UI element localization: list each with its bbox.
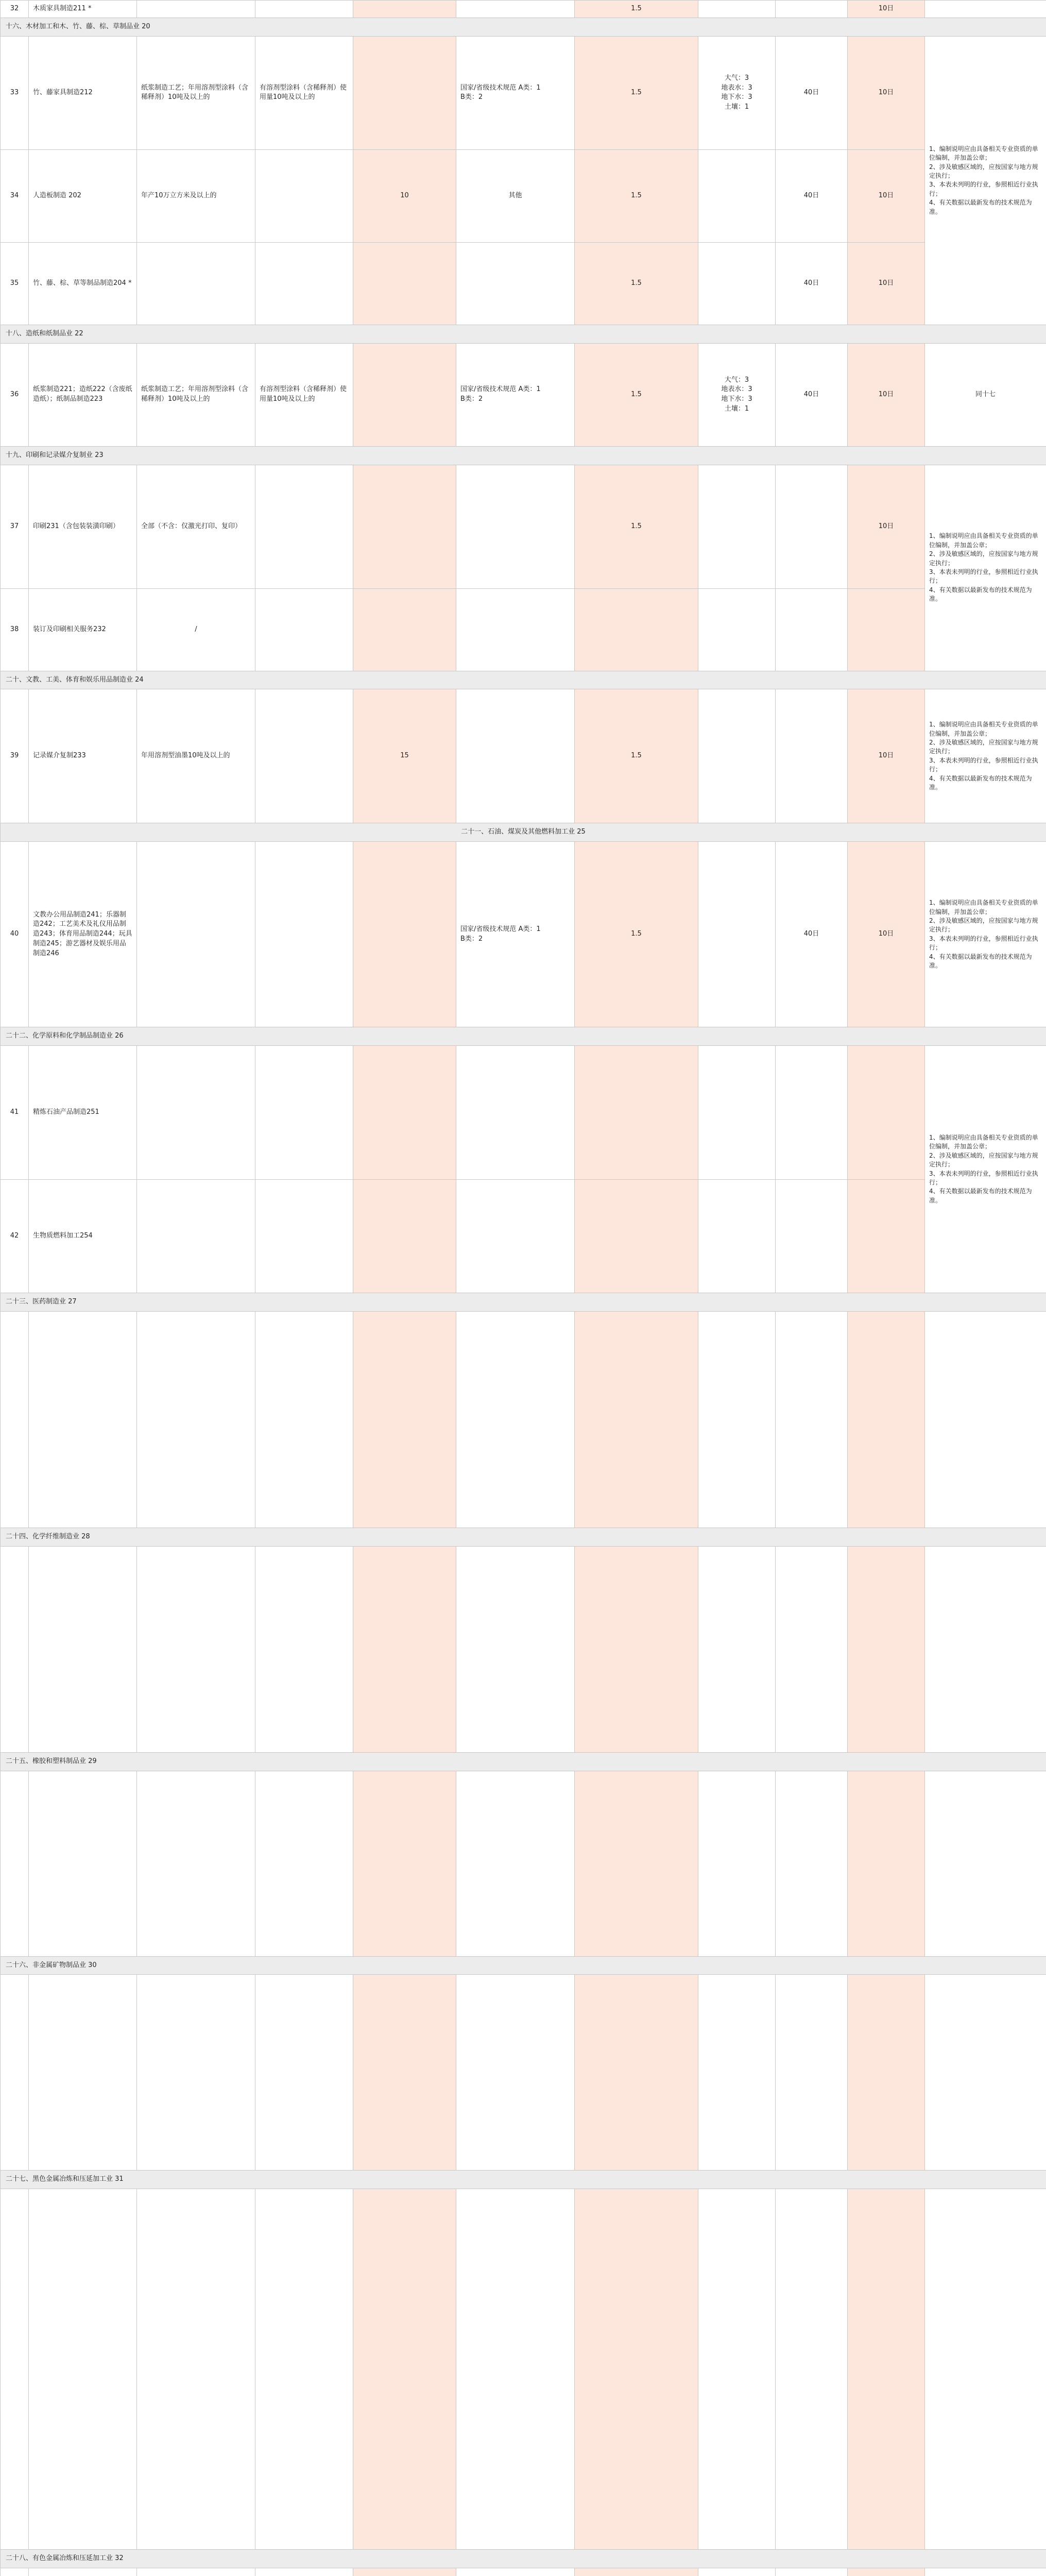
grade-a: 1.5 — [575, 242, 698, 325]
coefficient — [776, 588, 848, 671]
table-row-spacer — [1, 2189, 1046, 2550]
coefficient — [776, 1, 848, 18]
table-row — [1, 242, 1046, 325]
limit-value: 10 — [353, 149, 456, 242]
coefficient — [776, 1046, 848, 1180]
table-row — [1, 588, 1046, 671]
grade-b — [698, 1, 776, 18]
industry-name: 装订及印刷相关服务232 — [29, 588, 137, 671]
grade-b: 大气：3 地表水：3 地下水：3 土壤：1 — [698, 36, 776, 149]
remark: 10日 — [848, 36, 925, 149]
grade-standard — [456, 689, 575, 823]
section-header — [1, 1528, 1046, 1546]
measure: 1、编制说明应由具备相关专业资质的单位编制，并加盖公章； 2、涉及敏感区域的，应按国家与地方规定执行； 3、本表未列明的行业，参照相近行业执行； 4、有关数据以最新发布的技术规范为准。 — [925, 689, 1046, 823]
grade-b — [698, 842, 776, 1027]
row-index: 42 — [1, 1180, 29, 1293]
row-index: 35 — [1, 242, 29, 325]
coefficient: 40日 — [776, 842, 848, 1027]
eia-type — [255, 1180, 353, 1293]
section-title: 二十二、化学原料和化学制品制造业 26 — [1, 1027, 1046, 1046]
grade-a: 1.5 — [575, 689, 698, 823]
table-row-spacer — [1, 1975, 1046, 2171]
table-row — [1, 842, 1046, 1027]
management-category — [137, 1046, 255, 1180]
industry-name: 竹、藤家具制造212 — [29, 36, 137, 149]
eia-type — [255, 588, 353, 671]
measure: 1、编制说明应由具备相关专业资质的单位编制，并加盖公章； 2、涉及敏感区域的，应按国家与地方规定执行； 3、本表未列明的行业，参照相近行业执行； 4、有关数据以最新发布的技术规范为准。 — [925, 465, 1046, 671]
section-title: 二十六、非金属矿物制品业 30 — [1, 1956, 1046, 1975]
limit-value — [353, 842, 456, 1027]
industry-name: 印刷231（含包装装潢印刷） — [29, 465, 137, 588]
remark: 10日 — [848, 1, 925, 18]
measure — [925, 1, 1046, 18]
section-header — [1, 1752, 1046, 1771]
industry-name: 文教办公用品制造241；乐器制造242；工艺美术及礼仪用品制造243；体育用品制造244；玩具制造245；游艺器材及娱乐用品制造246 — [29, 842, 137, 1027]
table-row — [1, 343, 1046, 446]
section-header — [1, 1293, 1046, 1312]
section-title: 二十四、化学纤维制造业 28 — [1, 1528, 1046, 1546]
eia-type: 有溶剂型涂料（含稀释剂）使用量10吨及以上的 — [255, 343, 353, 446]
eia-type — [255, 1046, 353, 1180]
grade-a: 1.5 — [575, 343, 698, 446]
row-index: 39 — [1, 689, 29, 823]
table-row — [1, 1, 1046, 18]
remark: 10日 — [848, 689, 925, 823]
limit-value — [353, 343, 456, 446]
row-index: 41 — [1, 1046, 29, 1180]
limit-value — [353, 1180, 456, 1293]
section-header — [1, 446, 1046, 465]
grade-standard — [456, 465, 575, 588]
table-row — [1, 36, 1046, 149]
section-title: 二十、文教、工美、体育和娱乐用品制造业 24 — [1, 671, 1046, 689]
grade-a: 1.5 — [575, 36, 698, 149]
grade-b — [698, 1180, 776, 1293]
grade-standard — [456, 1046, 575, 1180]
grade-a: 1.5 — [575, 465, 698, 588]
section-title: 十六、木材加工和木、竹、藤、棕、草制品业 20 — [1, 18, 1046, 37]
grade-a — [575, 588, 698, 671]
eia-type: 有溶剂型涂料（含稀释剂）使用量10吨及以上的 — [255, 36, 353, 149]
section-title: 二十一、石油、煤炭及其他燃料加工业 25 — [1, 823, 1046, 842]
remark: 10日 — [848, 465, 925, 588]
industry-name: 竹、藤、棕、草等制品制造204 * — [29, 242, 137, 325]
grade-b — [698, 588, 776, 671]
management-category — [137, 1, 255, 18]
coefficient — [776, 689, 848, 823]
grade-b — [698, 149, 776, 242]
limit-value — [353, 1046, 456, 1180]
limit-value — [353, 1, 456, 18]
coefficient — [776, 1180, 848, 1293]
grade-b — [698, 689, 776, 823]
table-row — [1, 149, 1046, 242]
management-category: 全部（不含：仅激光打印、复印） — [137, 465, 255, 588]
industry-name: 精炼石油产品制造251 — [29, 1046, 137, 1180]
section-header — [1, 1956, 1046, 1975]
table-row-spacer — [1, 1311, 1046, 1528]
eia-type — [255, 465, 353, 588]
coefficient: 40日 — [776, 343, 848, 446]
grade-b: 大气：3 地表水：3 地下水：3 土壤：1 — [698, 343, 776, 446]
grade-a: 1.5 — [575, 1, 698, 18]
row-index: 40 — [1, 842, 29, 1027]
section-header — [1, 1027, 1046, 1046]
coefficient: 40日 — [776, 36, 848, 149]
eia-type — [255, 1, 353, 18]
management-category: 纸浆制造工艺；年用溶剂型涂料（含稀释剂）10吨及以上的 — [137, 343, 255, 446]
industry-name: 纸浆制造221；造纸222（含废纸造纸）；纸制品制造223 — [29, 343, 137, 446]
table-row-spacer — [1, 1546, 1046, 1752]
eia-type — [255, 689, 353, 823]
grade-a — [575, 1180, 698, 1293]
industry-name: 人造板制造 202 — [29, 149, 137, 242]
table-row — [1, 465, 1046, 588]
grade-standard: 国家/省级技术规范 A类：1 B类：2 — [456, 343, 575, 446]
row-index: 32 — [1, 1, 29, 18]
section-header — [1, 671, 1046, 689]
section-header — [1, 2550, 1046, 2568]
section-header — [1, 325, 1046, 343]
industry-name: 记录媒介复制233 — [29, 689, 137, 823]
section-title: 二十七、黑色金属冶炼和压延加工业 31 — [1, 2171, 1046, 2189]
management-category: 年用溶剂型油墨10吨及以上的 — [137, 689, 255, 823]
measure: 1、编制说明应由具备相关专业资质的单位编制，并加盖公章； 2、涉及敏感区域的，应按国家与地方规定执行； 3、本表未列明的行业，参照相近行业执行； 4、有关数据以最新发布的技术规范为准。 — [925, 36, 1046, 325]
table-row-spacer — [1, 1771, 1046, 1956]
row-index: 37 — [1, 465, 29, 588]
grade-standard: 其他 — [456, 149, 575, 242]
management-category: / — [137, 588, 255, 671]
grade-a — [575, 1046, 698, 1180]
measure: 1、编制说明应由具备相关专业资质的单位编制，并加盖公章； 2、涉及敏感区域的，应按国家与地方规定执行； 3、本表未列明的行业，参照相近行业执行； 4、有关数据以最新发布的技术规范为准。 — [925, 842, 1046, 1027]
coefficient: 40日 — [776, 242, 848, 325]
management-category — [137, 842, 255, 1027]
management-category: 纸浆制造工艺；年用溶剂型涂料（含稀释剂）10吨及以上的 — [137, 36, 255, 149]
eia-type — [255, 149, 353, 242]
section-header — [1, 823, 1046, 842]
limit-value — [353, 465, 456, 588]
grade-standard — [456, 1, 575, 18]
management-category: 年产10万立方米及以上的 — [137, 149, 255, 242]
grade-b — [698, 242, 776, 325]
grade-standard — [456, 588, 575, 671]
grade-standard — [456, 1180, 575, 1293]
industry-name: 生物质燃料加工254 — [29, 1180, 137, 1293]
section-title: 二十三、医药制造业 27 — [1, 1293, 1046, 1312]
grade-a: 1.5 — [575, 842, 698, 1027]
remark — [848, 1046, 925, 1180]
limit-value — [353, 588, 456, 671]
coefficient: 40日 — [776, 149, 848, 242]
table-row — [1, 689, 1046, 823]
grade-standard: 国家/省级技术规范 A类：1 B类：2 — [456, 36, 575, 149]
limit-value — [353, 242, 456, 325]
management-category — [137, 1180, 255, 1293]
row-index: 33 — [1, 36, 29, 149]
eia-type — [255, 842, 353, 1027]
section-title: 二十五、橡胶和塑料制品业 29 — [1, 1752, 1046, 1771]
measure: 1、编制说明应由具备相关专业资质的单位编制，并加盖公章； 2、涉及敏感区域的，应按国家与地方规定执行； 3、本表未列明的行业，参照相近行业执行； 4、有关数据以最新发布的技术规范为准。 — [925, 1046, 1046, 1293]
grade-b — [698, 465, 776, 588]
limit-value — [353, 36, 456, 149]
grade-standard — [456, 242, 575, 325]
grade-b — [698, 1046, 776, 1180]
remark — [848, 588, 925, 671]
section-title: 二十八、有色金属冶炼和压延加工业 32 — [1, 2550, 1046, 2568]
industry-name: 木质家具制造211 * — [29, 1, 137, 18]
management-category — [137, 242, 255, 325]
remark — [848, 1180, 925, 1293]
row-index: 38 — [1, 588, 29, 671]
remark: 10日 — [848, 842, 925, 1027]
limit-value: 15 — [353, 689, 456, 823]
coefficient — [776, 465, 848, 588]
grade-a: 1.5 — [575, 149, 698, 242]
remark: 10日 — [848, 343, 925, 446]
measure: 同十七 — [925, 343, 1046, 446]
section-header — [1, 18, 1046, 37]
section-title: 十九、印刷和记录媒介复制业 23 — [1, 446, 1046, 465]
row-index: 34 — [1, 149, 29, 242]
row-index: 36 — [1, 343, 29, 446]
table-row — [1, 1180, 1046, 1293]
eia-type — [255, 242, 353, 325]
remark: 10日 — [848, 242, 925, 325]
table-row — [1, 1046, 1046, 1180]
section-title: 十八、造纸和纸制品业 22 — [1, 325, 1046, 343]
table-row-spacer — [1, 2568, 1046, 2576]
grade-standard: 国家/省级技术规范 A类：1 B类：2 — [456, 842, 575, 1027]
remark: 10日 — [848, 149, 925, 242]
section-header — [1, 2171, 1046, 2189]
